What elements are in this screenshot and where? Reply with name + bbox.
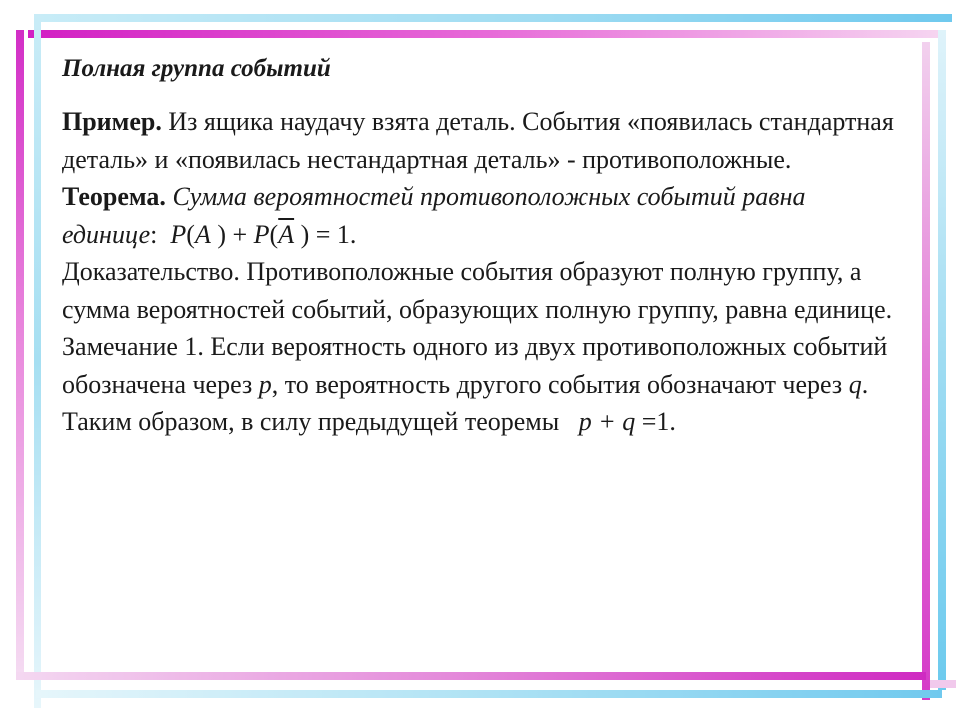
theorem-colon: : [150, 219, 158, 249]
frame-bar-right-inner [922, 42, 930, 700]
proof-paragraph: Доказательство. Противоположные события образуют полную группу, а сумма вероятностей событий, образующих полную группу, равна единице. [62, 257, 893, 324]
remark-q: q [848, 369, 862, 399]
slide-content [62, 52, 912, 441]
example-paragraph [62, 103, 912, 178]
frame-bar-bottom-inner [16, 672, 926, 680]
theorem-label: Теорема. [62, 182, 166, 211]
formula-a-complement: $\overline{A}$ [278, 219, 295, 249]
formula-p1: P [170, 219, 187, 249]
formula-p2: P [253, 219, 270, 249]
remark-p: p [258, 369, 272, 399]
example-label: Пример. [62, 107, 162, 136]
remark-formula: p + q [578, 407, 636, 436]
formula-open1: ( [186, 219, 195, 249]
formula-close2: ) = 1. [294, 219, 357, 249]
remark-text-3: . Таким образом, в силу предыдущей теоремы [62, 369, 869, 436]
frame-bar-top-inner [28, 30, 946, 38]
frame-bar-bottom-outer [36, 690, 942, 698]
example-text: Из ящика наудачу взята деталь. События «появилась стандартная деталь» и «появилась нестандартная деталь» - противоположные. [62, 107, 894, 174]
frame-bar-left-outer [34, 14, 41, 708]
formula-close1: ) + [210, 219, 254, 249]
remark-formula-end: =1. [635, 407, 676, 436]
theorem-paragraph [62, 178, 912, 253]
frame-bar-right-outer [938, 30, 946, 690]
slide-title: Полная группа событий [62, 55, 331, 82]
remark-text-1: Замечание 1. Если вероятность одного из двух противоположных событий обозначена через [62, 332, 888, 399]
frame-bar-bottom-stub [930, 680, 956, 688]
frame-bar-top-outer [36, 14, 952, 22]
frame-bar-left-inner [16, 30, 24, 680]
remark-paragraph [62, 328, 912, 441]
formula-open2: ( [269, 219, 279, 249]
remark-text-2: , то вероятность другого события обозначают через [271, 369, 849, 399]
formula-a1: A [194, 219, 211, 249]
theorem-text: Сумма вероятностей противоположных событий равна единице [62, 182, 806, 249]
